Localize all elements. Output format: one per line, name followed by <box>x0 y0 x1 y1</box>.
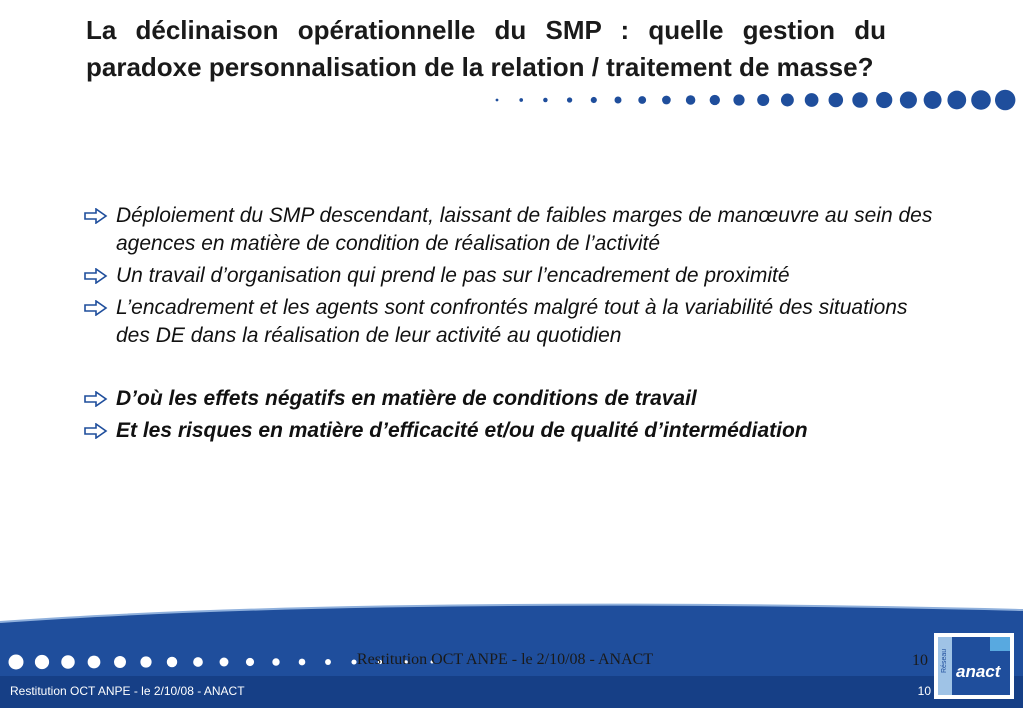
decor-dot <box>710 95 720 105</box>
decor-dot <box>829 93 844 108</box>
bullet-list <box>84 202 944 449</box>
top-dot-row <box>496 90 1016 110</box>
decor-dot <box>9 655 24 670</box>
bullet-item-3 <box>84 294 944 350</box>
bullet-text: L’encadrement et les agents sont confrontés malgré tout à la variabilité des situations des DE dans la réalisation de leur activité au quotidien <box>116 296 908 347</box>
logo-text: anact <box>956 662 1001 681</box>
decor-dot <box>35 655 49 669</box>
bullet-item-2 <box>84 262 944 290</box>
logo-tagline: Réseau <box>941 648 948 673</box>
slide-title: La déclinaison opérationnelle du SMP : quelle gestion du paradoxe personnalisation de la relation / traitement de masse? <box>86 15 886 82</box>
decor-dot <box>61 655 74 668</box>
decor-dot <box>971 90 991 110</box>
decor-dot <box>733 94 744 105</box>
decor-dot <box>876 92 892 108</box>
decor-dot <box>88 656 101 669</box>
decor-dot <box>924 91 942 109</box>
bullet-text: D’où les effets négatifs en matière de conditions de travail <box>116 387 697 410</box>
bullet-text: Déploiement du SMP descendant, laissant de faibles marges de manœuvre au sein des agences en matière de condition de réalisation de l’activité <box>116 204 933 255</box>
decor-dot <box>325 659 331 665</box>
decor-dot <box>567 97 572 102</box>
decor-dot <box>496 99 499 102</box>
decor-dot <box>947 91 966 110</box>
decor-dot <box>246 658 254 666</box>
decor-dot <box>615 97 622 104</box>
decor-dot <box>140 656 151 667</box>
decor-dot <box>900 91 917 108</box>
decor-dot <box>686 95 696 105</box>
decor-dot <box>193 657 203 667</box>
footer-center-number: 10 <box>912 652 928 669</box>
decor-dot <box>114 656 126 668</box>
decor-dot <box>272 658 279 665</box>
arrow-right-icon <box>84 423 108 439</box>
decor-dot <box>167 657 177 667</box>
decor-dot <box>299 659 306 666</box>
decor-dot <box>543 98 547 102</box>
decor-dot <box>781 94 794 107</box>
decor-dot <box>995 90 1015 110</box>
decor-dot <box>852 92 867 107</box>
decor-dot <box>662 96 671 105</box>
decor-dot <box>805 93 819 107</box>
bullet-item-1 <box>84 202 944 258</box>
decor-dot <box>220 658 229 667</box>
arrow-right-icon <box>84 300 108 316</box>
arrow-right-icon <box>84 208 108 224</box>
arrow-right-icon <box>84 391 108 407</box>
decor-dot <box>757 94 769 106</box>
bullet-text: Un travail d’organisation qui prend le pas sur l’encadrement de proximité <box>116 264 790 287</box>
page-number: 10 <box>917 684 931 698</box>
bullet-text: Et les risques en matière d’efficacité et/ou de qualité d’intermédiation <box>116 419 808 442</box>
arrow-right-icon <box>84 268 108 284</box>
decor-dot <box>591 97 597 103</box>
footer-text: Restitution OCT ANPE - le 2/10/08 - ANACT <box>10 684 245 698</box>
bullet-item-4 <box>84 385 944 413</box>
anact-logo-icon <box>934 633 1014 699</box>
decor-dot <box>638 96 646 104</box>
bullet-item-5 <box>84 417 944 445</box>
decor-dot <box>519 98 523 102</box>
footer-center-text: Restitution OCT ANPE - le 2/10/08 - ANACT <box>356 651 654 668</box>
